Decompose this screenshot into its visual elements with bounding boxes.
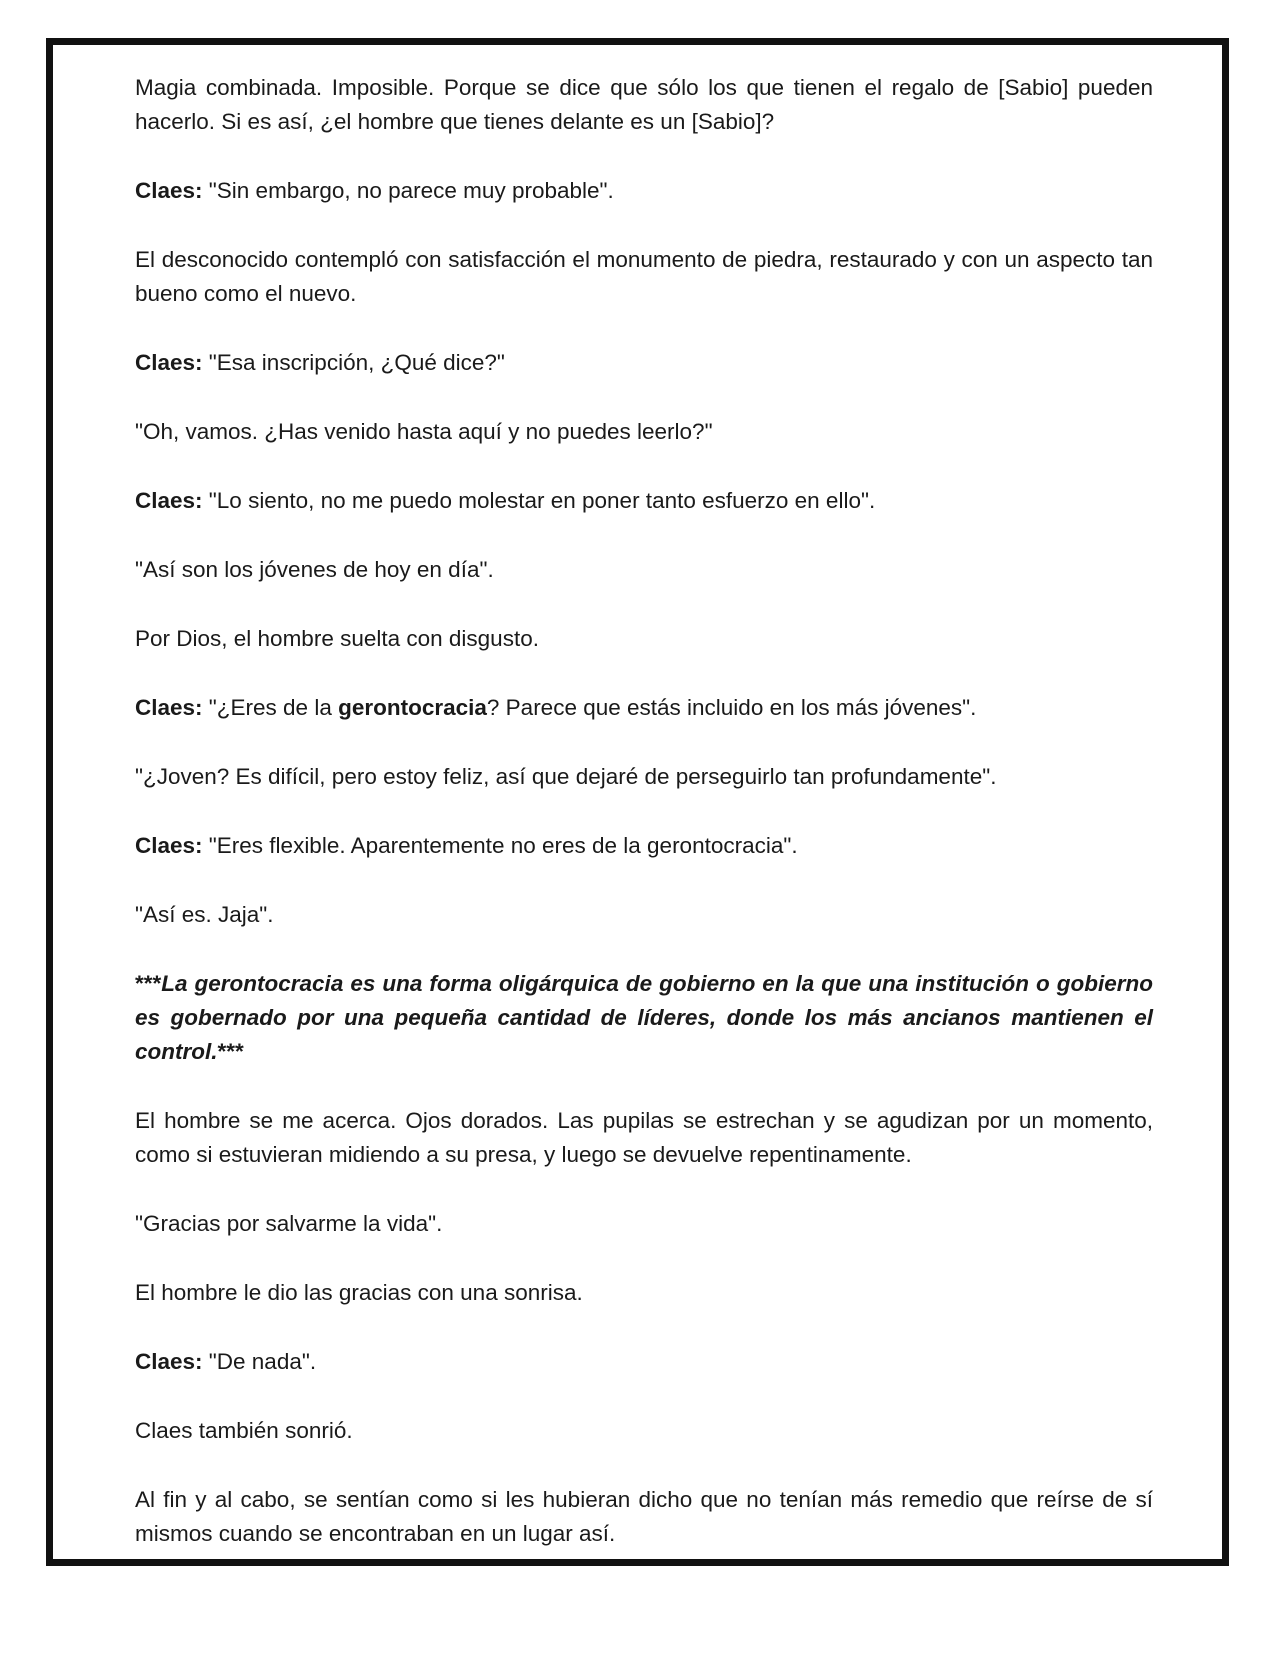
paragraph-6 (135, 484, 1153, 518)
paragraph-12 (135, 898, 1153, 932)
paragraph-text: "Gracias por salvarme la vida". (135, 1211, 443, 1236)
speaker-label: Claes: (135, 1349, 203, 1374)
document-body (135, 71, 1153, 1551)
paragraph-14 (135, 1104, 1153, 1172)
paragraph-9 (135, 691, 1153, 725)
paragraph-8 (135, 622, 1153, 656)
paragraph-19 (135, 1483, 1153, 1551)
speaker-label: Claes: (135, 488, 203, 513)
paragraph-text: "Así son los jóvenes de hoy en día". (135, 557, 494, 582)
page-frame (46, 38, 1229, 1566)
paragraph-text: Claes también sonrió. (135, 1418, 353, 1443)
paragraph-text: El desconocido contempló con satisfacción el monumento de piedra, restaurado y con un aspecto tan bueno como el nuevo. (135, 247, 1153, 306)
paragraph-16 (135, 1276, 1153, 1310)
dialogue-text: "De nada". (202, 1349, 317, 1374)
dialogue-text: "Sin embargo, no parece muy probable". (202, 178, 614, 203)
paragraph-4 (135, 346, 1153, 380)
speaker-label: Claes: (135, 178, 203, 203)
paragraph-2 (135, 174, 1153, 208)
dialogue-text: "Esa inscripción, ¿Qué dice?" (202, 350, 505, 375)
paragraph-text: "¿Joven? Es difícil, pero estoy feliz, así que dejaré de perseguirlo tan profundamente". (135, 764, 997, 789)
dialogue-text: "¿Eres de la (202, 695, 339, 720)
paragraph-15 (135, 1207, 1153, 1241)
note-stars-open: *** (135, 971, 162, 996)
note-text: La gerontocracia es una forma oligárquica de gobierno en la que una institución o gobierno es gobernado por una pequeña cantidad de líderes, donde los más ancianos mantienen el control. (135, 971, 1153, 1064)
paragraph-text: "Así es. Jaja". (135, 902, 274, 927)
speaker-label: Claes: (135, 833, 203, 858)
paragraph-text: El hombre le dio las gracias con una sonrisa. (135, 1280, 583, 1305)
note-stars-close: *** (217, 1039, 244, 1064)
paragraph-1 (135, 71, 1153, 139)
dialogue-text: "Lo siento, no me puedo molestar en poner tanto esfuerzo en ello". (202, 488, 876, 513)
paragraph-text: Por Dios, el hombre suelta con disgusto. (135, 626, 539, 651)
translator-note (135, 967, 1153, 1069)
dialogue-text: "Eres flexible. Aparentemente no eres de la gerontocracia". (202, 833, 798, 858)
dialogue-text: ? Parece que estás incluido en los más jóvenes". (486, 695, 977, 720)
paragraph-3 (135, 243, 1153, 311)
paragraph-18 (135, 1414, 1153, 1448)
paragraph-10 (135, 760, 1153, 794)
paragraph-text: Al fin y al cabo, se sentían como si les hubieran dicho que no tenían más remedio que reírse de sí mismos cuando se encontraban en un lugar así. (135, 1487, 1153, 1546)
paragraph-7 (135, 553, 1153, 587)
paragraph-5 (135, 415, 1153, 449)
speaker-label: Claes: (135, 695, 203, 720)
paragraph-text: Magia combinada. Imposible. Porque se dice que sólo los que tienen el regalo de [Sabio] pueden hacerlo. Si es así, ¿el hombre que tienes delante es un [Sabio]? (135, 75, 1153, 134)
speaker-label: Claes: (135, 350, 203, 375)
paragraph-11 (135, 829, 1153, 863)
paragraph-17 (135, 1345, 1153, 1379)
paragraph-text: El hombre se me acerca. Ojos dorados. Las pupilas se estrechan y se agudizan por un momento, como si estuvieran midiendo a su presa, y luego se devuelve repentinamente. (135, 1108, 1153, 1167)
paragraph-text: "Oh, vamos. ¿Has venido hasta aquí y no puedes leerlo?" (135, 419, 713, 444)
emphasized-term: gerontocracia (338, 695, 487, 720)
